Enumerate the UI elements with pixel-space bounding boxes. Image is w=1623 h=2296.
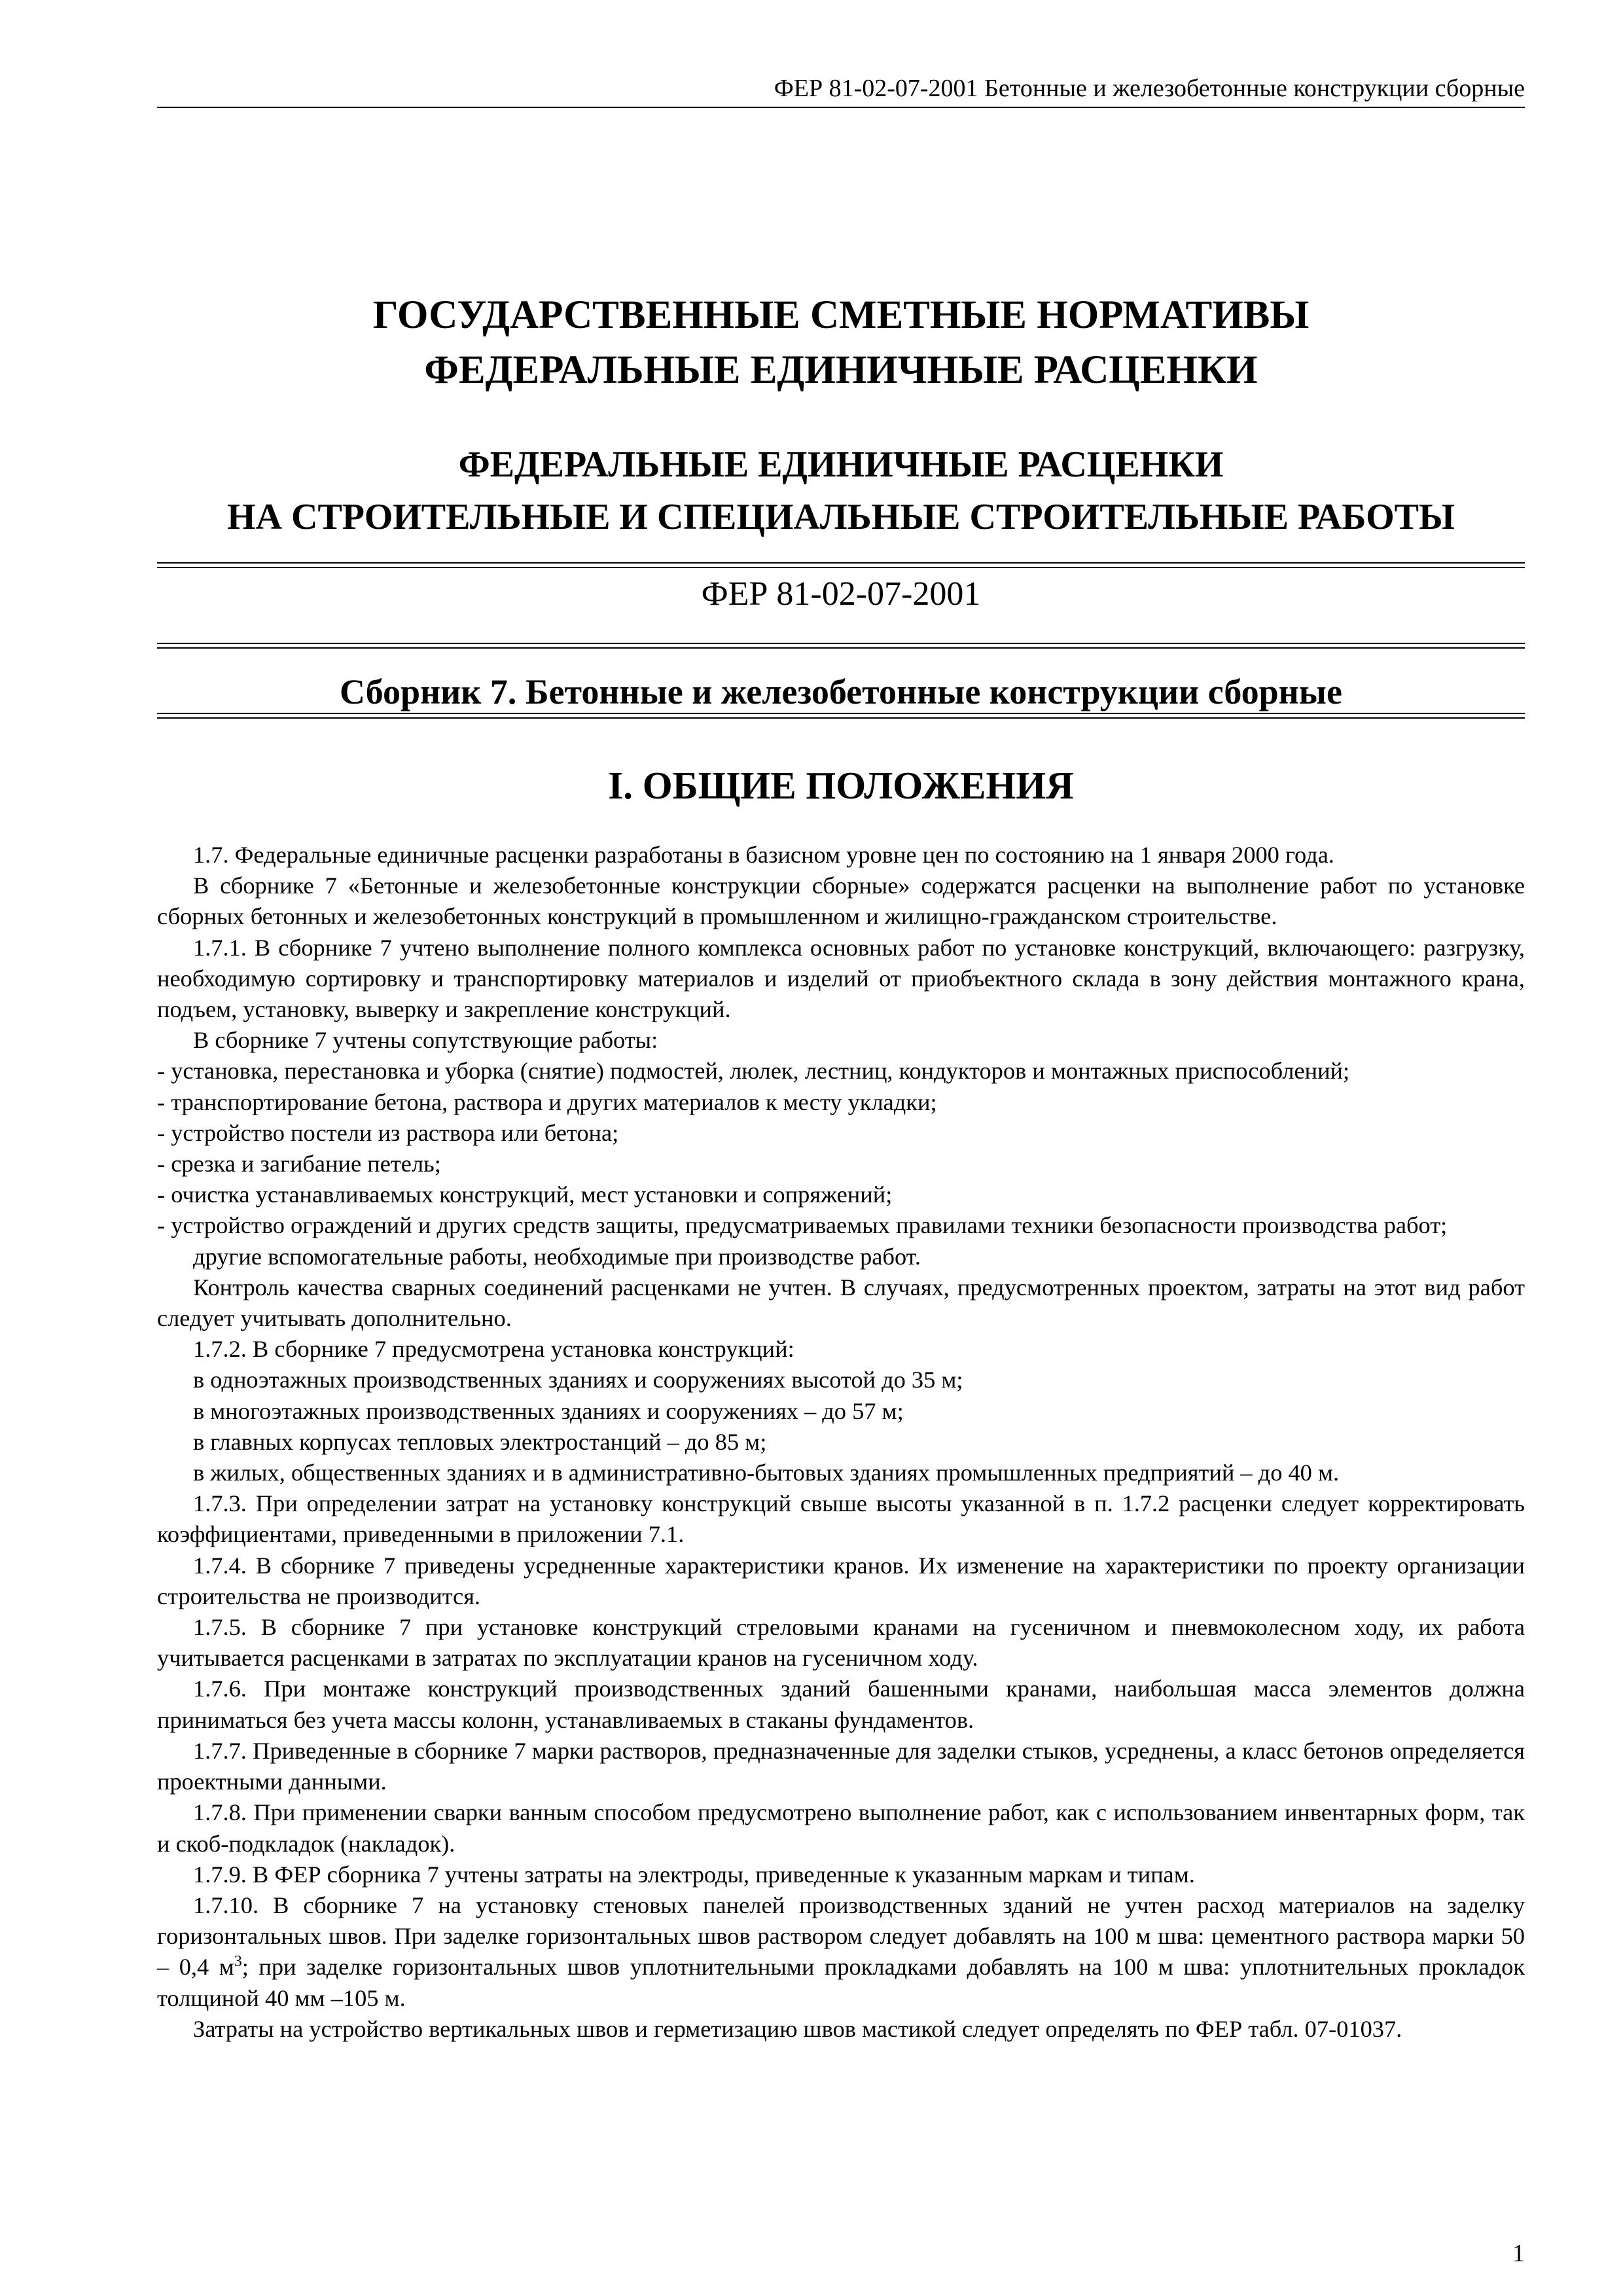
list-item: - срезка и загибание петель; <box>157 1151 441 1177</box>
list-item: - установка, перестановка и уборка (снятие) подмостей, люлек, лестниц, кондукторов и монтажных приспособлений; <box>157 1058 1350 1085</box>
paragraph: 1.7.8. При применении сварки ванным способом предусмотрено выполнение работ, как с использованием инвентарных форм, так и скоб-подкладок (накладок). <box>157 1799 1525 1857</box>
paragraph: в главных корпусах тепловых электростанций – до 85 м; <box>193 1428 767 1455</box>
paragraph: 1.7.7. Приведенные в сборнике 7 марки растворов, предназначенные для заделки стыков, усреднены, а класс бетонов определяется проектными данными. <box>157 1737 1525 1795</box>
superscript: 3 <box>234 1953 242 1971</box>
header-rule <box>157 107 1525 108</box>
document-code: ФЕР 81-02-07-2001 <box>701 575 981 613</box>
collection-title: Сборник 7. Бетонные и железобетонные конструкции сборные <box>340 672 1342 711</box>
paragraph: 1.7. Федеральные единичные расценки разработаны в базисном уровне цен по состоянию на 1 января 2000 года. <box>193 842 1334 868</box>
paragraph-text: ; при заделке горизонтальных швов уплотнительными прокладками добавлять на 100 м шва: уплотнительных прокладок толщиной 40 мм –105 м. <box>157 1954 1525 2011</box>
list-item: - устройство постели из раствора или бетона; <box>157 1119 619 1146</box>
paragraph: 1.7.1. В сборнике 7 учтено выполнение полного комплекса основных работ по установке конструкций, включающего: разгрузку, необходимую сортировку и транспортировку материалов и изделий от приобъектного склада в зону действия монтажного крана, подъем, установку, выверку и закрепление конструкций. <box>157 934 1525 1023</box>
double-rule-bottom <box>157 713 1525 719</box>
document-subtitle <box>157 439 1525 543</box>
paragraph: В сборнике 7 учтены сопутствующие работы: <box>193 1027 658 1054</box>
paragraph: в одноэтажных производственных зданиях и сооружениях высотой до 35 м; <box>193 1367 963 1393</box>
paragraph-1-7-10 <box>157 1890 1525 2014</box>
paragraph: В сборнике 7 «Бетонные и железобетонные конструкции сборные» содержатся расценки на выполнение работ по установке сборных бетонных и железобетонных конструкций в промышленном и жилищно-гражданском строительстве. <box>157 872 1525 930</box>
title-line-2: ФЕДЕРАЛЬНЫЕ ЕДИНИЧНЫЕ РАСЦЕНКИ <box>424 348 1258 392</box>
paragraph: 1.7.5. В сборнике 7 при установке конструкций стреловыми кранами на гусеничном и пневмоколесном ходу, их работа учитывается расценками в затратах по эксплуатации кранов на гусеничном ходу. <box>157 1614 1525 1672</box>
page-number: 1 <box>1512 2240 1525 2267</box>
paragraph: 1.7.3. При определении затрат на установку конструкций свыше высоты указанной в п. 1.7.2 расценки следует корректировать коэффициентами, приведенными в приложении 7.1. <box>157 1490 1525 1548</box>
double-rule-top <box>157 562 1525 568</box>
title-line-4: НА СТРОИТЕЛЬНЫЕ И СПЕЦИАЛЬНЫЕ СТРОИТЕЛЬНЫЕ РАБОТЫ <box>227 497 1455 537</box>
paragraph: 1.7.6. При монтаже конструкций производственных зданий башенными кранами, наибольшая масса элементов должна приниматься без учета массы колонн, устанавливаемых в стаканы фундаментов. <box>157 1676 1525 1733</box>
paragraph-text: 1.7.10. В сборнике 7 на установку стеновых панелей производственных зданий не учтен расход материалов на заделку горизонтальных швов. При заделке горизонтальных швов раствором следует добавлять на 100 м шва: цементного раствора марки 50 – 0,4 м <box>157 1892 1525 1981</box>
double-rule-middle <box>157 643 1525 649</box>
paragraph: 1.7.4. В сборнике 7 приведены усредненные характеристики кранов. Их изменение на характеристики по проекту организации строительства не производится. <box>157 1552 1525 1609</box>
paragraph: 1.7.2. В сборнике 7 предусмотрена установка конструкций: <box>193 1336 794 1363</box>
title-line-3: ФЕДЕРАЛЬНЫЕ ЕДИНИЧНЫЕ РАСЦЕНКИ <box>458 444 1224 485</box>
body-text <box>157 840 1525 2045</box>
title-line-1: ГОСУДАРСТВЕННЫЕ СМЕТНЫЕ НОРМАТИВЫ <box>372 293 1310 337</box>
paragraph: в жилых, общественных зданиях и в административно-бытовых зданиях промышленных предприятий – до 40 м. <box>193 1460 1340 1486</box>
paragraph: Затраты на устройство вертикальных швов и герметизацию швов мастикой следует определять по ФЕР табл. 07-01037. <box>193 2015 1402 2042</box>
paragraph: другие вспомогательные работы, необходимые при производстве работ. <box>193 1243 921 1270</box>
paragraph: в многоэтажных производственных зданиях и сооружениях – до 57 м; <box>193 1397 904 1424</box>
section-heading: I. ОБЩИЕ ПОЛОЖЕНИЯ <box>608 764 1074 807</box>
paragraph: 1.7.9. В ФЕР сборника 7 учтены затраты на электроды, приведенные к указанным маркам и типам. <box>193 1861 1195 1888</box>
list-item: - устройство ограждений и других средств защиты, предусматриваемых правилами техники безопасности производства работ; <box>157 1212 1448 1239</box>
document-title <box>157 288 1525 398</box>
running-header: ФЕР 81-02-07-2001 Бетонные и железобетонные конструкции сборные <box>774 75 1525 102</box>
list-item: - транспортирование бетона, раствора и других материалов к месту укладки; <box>157 1088 937 1115</box>
list-item: - очистка устанавливаемых конструкций, мест установки и сопряжений; <box>157 1181 893 1208</box>
paragraph: Контроль качества сварных соединений расценками не учтен. В случаях, предусмотренных проектом, затраты на этот вид работ следует учитывать дополнительно. <box>157 1274 1525 1332</box>
